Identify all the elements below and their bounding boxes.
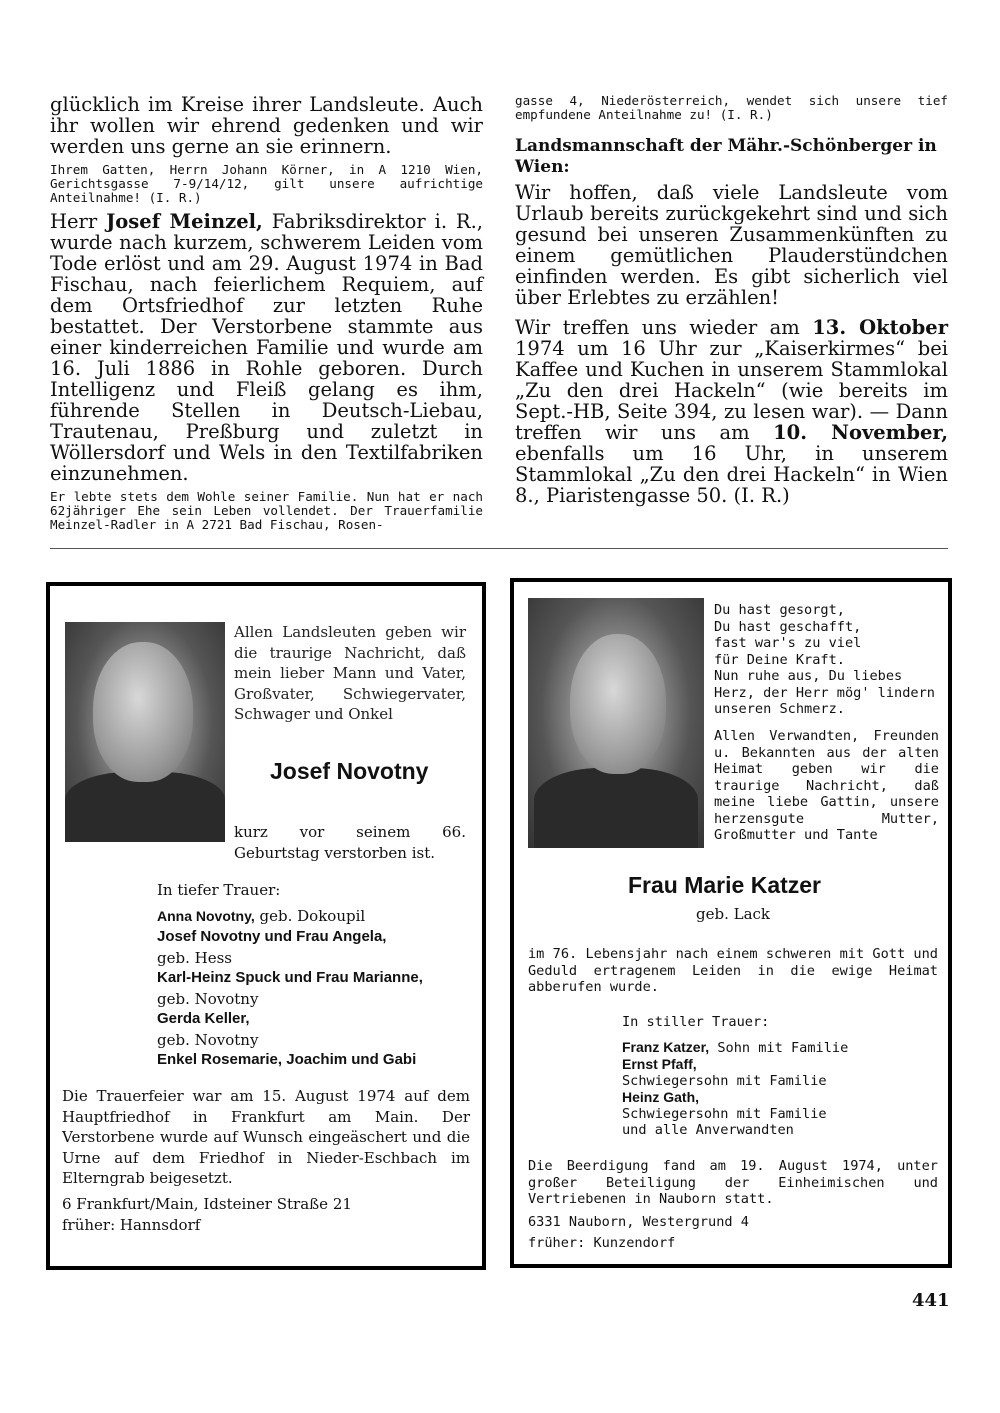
left-paragraph-2: Ihrem Gatten, Herrn Johann Körner, in A 1210 Wien, Gerichtsgasse 7-9/14/12, gilt unsere aufrichtige Anteilnahme! (I. R.) [50, 162, 483, 205]
left-paragraph-1: glücklich im Kreise ihrer Landsleute. Auch ihr wollen wir ehrend gedenken und wir werden uns gerne an sie erinnern. [50, 93, 483, 158]
mourner-5: Enkel Rosemarie, Joachim und Gabi [157, 1051, 417, 1068]
poem-line-6: Herz, der Herr mög' lindern [714, 684, 935, 701]
left-column [50, 94, 483, 532]
poem-line-7: unseren Schmerz. [714, 701, 845, 717]
coat-shape [65, 772, 225, 842]
katzer-mourner-1-rel: Sohn mit Familie [709, 1039, 849, 1056]
katzer-mourners [622, 1014, 942, 1139]
right-paragraph-3 [515, 317, 948, 506]
mourner-3-nee: geb. Novotny [157, 989, 259, 1008]
left-paragraph-4: Er lebte stets dem Wohle seiner Familie. Nun hat er nach 62jähriger Ehe sein Leben vollendet. Der Trauerfamilie Meinzel-Radler in A 2721 Bad Fischau, Rosen- [50, 489, 483, 532]
novotny-address-2: früher: Hannsdorf [62, 1215, 201, 1234]
katzer-address [528, 1214, 938, 1251]
mourner-4: Gerda Keller, [157, 1010, 250, 1027]
mourning-heading: In tiefer Trauer: [157, 881, 281, 899]
mourner-1-name: Anna Novotny, [157, 907, 255, 924]
date-november: 10. November, [773, 421, 948, 444]
p3-c: 1974 um 16 Uhr zur „Kaiserkirmes“ bei Kaffee und Kuchen in unserem Stammlokal „Zu den drei Hackeln“ (wie bereits im Sept.-HB, Seite 394, zu lesen war). — Dann treffen wir uns am [515, 337, 948, 444]
poem-line-5: Nun ruhe aus, Du liebes [714, 668, 903, 684]
left-paragraph-3 [50, 211, 483, 484]
katzer-nee: geb. Lack [696, 905, 771, 923]
right-column [515, 94, 948, 506]
mourner-2: Josef Novotny und Frau Angela, [157, 928, 387, 945]
coat-shape-katzer [534, 768, 698, 848]
katzer-intro: Allen Verwandten, Freunden u. Bekannten aus der alten Heimat geben wir die traurige Nachricht, daß meine liebe Gattin, unsere herzensgute Mutter, Großmutter und Tante [714, 728, 939, 843]
novotny-funeral: Die Trauerfeier war am 15. August 1974 auf dem Hauptfriedhof in Frankfurt am Main. Der Verstorbene wurde auf Wunsch eingeäschert und die Urne auf dem Friedhof in Nieder-Eschbach im Elterngrab beigesetzt. [62, 1087, 470, 1187]
right-paragraph-1: gasse 4, Niederösterreich, wendet sich unsere tief empfundene Anteilnahme zu! (I. R.) [515, 93, 948, 122]
katzer-mourner-2: Ernst Pfaff, [622, 1056, 697, 1072]
katzer-burial: Die Beerdigung fand am 19. August 1974, unter großer Beteiligung der Einheimischen und Vertriebenen in Nauborn statt. [528, 1158, 938, 1207]
page-number: 441 [912, 1290, 950, 1311]
novotny-address-1: 6 Frankfurt/Main, Idsteiner Straße 21 [62, 1195, 352, 1213]
novotny-after: kurz vor seinem 66. Geburtstag verstorben ist. [234, 823, 466, 862]
mourner-1-nee: geb. Dokoupil [254, 906, 366, 925]
portrait-photo-katzer [528, 598, 704, 848]
right-paragraph-2: Wir hoffen, daß viele Landsleute vom Urlaub bereits zurückgekehrt sind und sich gesund bei unseren Zusammenkünften zu einem gemütlichen Plauderstündchen einfinden werden. Es gibt sicherlich viel über Erlebtes zu erzählen! [515, 181, 948, 309]
novotny-name: Josef Novotny [270, 758, 429, 784]
face-shape [93, 642, 193, 782]
poem-line-3: fast war's zu viel [714, 635, 862, 651]
katzer-poem [714, 602, 944, 718]
portrait-photo-novotny [65, 622, 225, 842]
meinzel-name: Josef Meinzel, [106, 210, 263, 233]
katzer-mourner-1-name: Franz Katzer, [622, 1038, 710, 1055]
obituary-novotny [46, 582, 486, 1270]
katzer-mourner-3: Heinz Gath, [622, 1089, 700, 1105]
katzer-mourner-3-rel: Schwiegersohn mit Familie [622, 1105, 827, 1122]
obituary-katzer [510, 578, 952, 1268]
meinzel-pre: Herr [50, 210, 107, 233]
novotny-address [62, 1194, 470, 1235]
divider-line [50, 548, 948, 549]
katzer-mourner-1 [622, 1039, 942, 1057]
p3-e: ebenfalls um 16 Uhr, in unserem Stammlokal „Zu den drei Hackeln“ in Wien 8., Piaristengasse 50. (I. R.) [515, 442, 948, 507]
katzer-mourning-heading: In stiller Trauer: [622, 1014, 770, 1030]
p3-a: Wir treffen uns wieder am [515, 316, 813, 339]
poem-line-1: Du hast gesorgt, [714, 602, 845, 618]
mourner-1 [157, 906, 473, 927]
katzer-mourner-2-rel: Schwiegersohn mit Familie [622, 1072, 827, 1089]
katzer-mourner-4: und alle Anverwandten [622, 1122, 794, 1138]
poem-line-2: Du hast geschafft, [714, 618, 862, 635]
mourner-4-nee: geb. Novotny [157, 1030, 259, 1049]
katzer-name: Frau Marie Katzer [628, 872, 822, 898]
mourner-3: Karl-Heinz Spuck und Frau Marianne, [157, 969, 423, 986]
katzer-death: im 76. Lebensjahr nach einem schweren mit Gott und Geduld ertragenem Leiden in die ewige Heimat abberufen wurde. [528, 946, 938, 995]
face-shape-katzer [570, 634, 666, 774]
meinzel-post: Fabriksdirektor i. R., wurde nach kurzem, schwerem Leiden vom Tode erlöst und am 29. August 1974 in Bad Fischau, nach feierlichem Requiem, auf dem Ortsfriedhof zur letzten Ruhe bestattet. Der Verstorbene stammte aus einer kinderreichen Familie und wurde am 16. Juli 1886 in Rohle geboren. Durch Intelligenz und Fleiß gelang es ihm, führende Stellen in Deutsch-Liebau, Trautenau, Preßburg und zuletzt in Wöllersdorf und Wels in den Textilfabriken einzunehmen. [50, 210, 483, 485]
novotny-mourners [157, 880, 473, 1071]
katzer-address-1: 6331 Nauborn, Westergrund 4 [528, 1214, 749, 1230]
section-heading: Landsmannschaft der Mähr.-Schönberger in Wien: [515, 136, 937, 177]
date-october: 13. Oktober [812, 316, 948, 339]
mourner-2-nee: geb. Hess [157, 948, 232, 967]
poem-line-4: für Deine Kraft. [714, 651, 845, 668]
novotny-intro: Allen Landsleuten geben wir die traurige Nachricht, daß mein lieber Mann und Vater, Großvater, Schwiegervater, Schwager und Onkel [234, 623, 466, 723]
katzer-address-2: früher: Kunzendorf [528, 1234, 676, 1251]
